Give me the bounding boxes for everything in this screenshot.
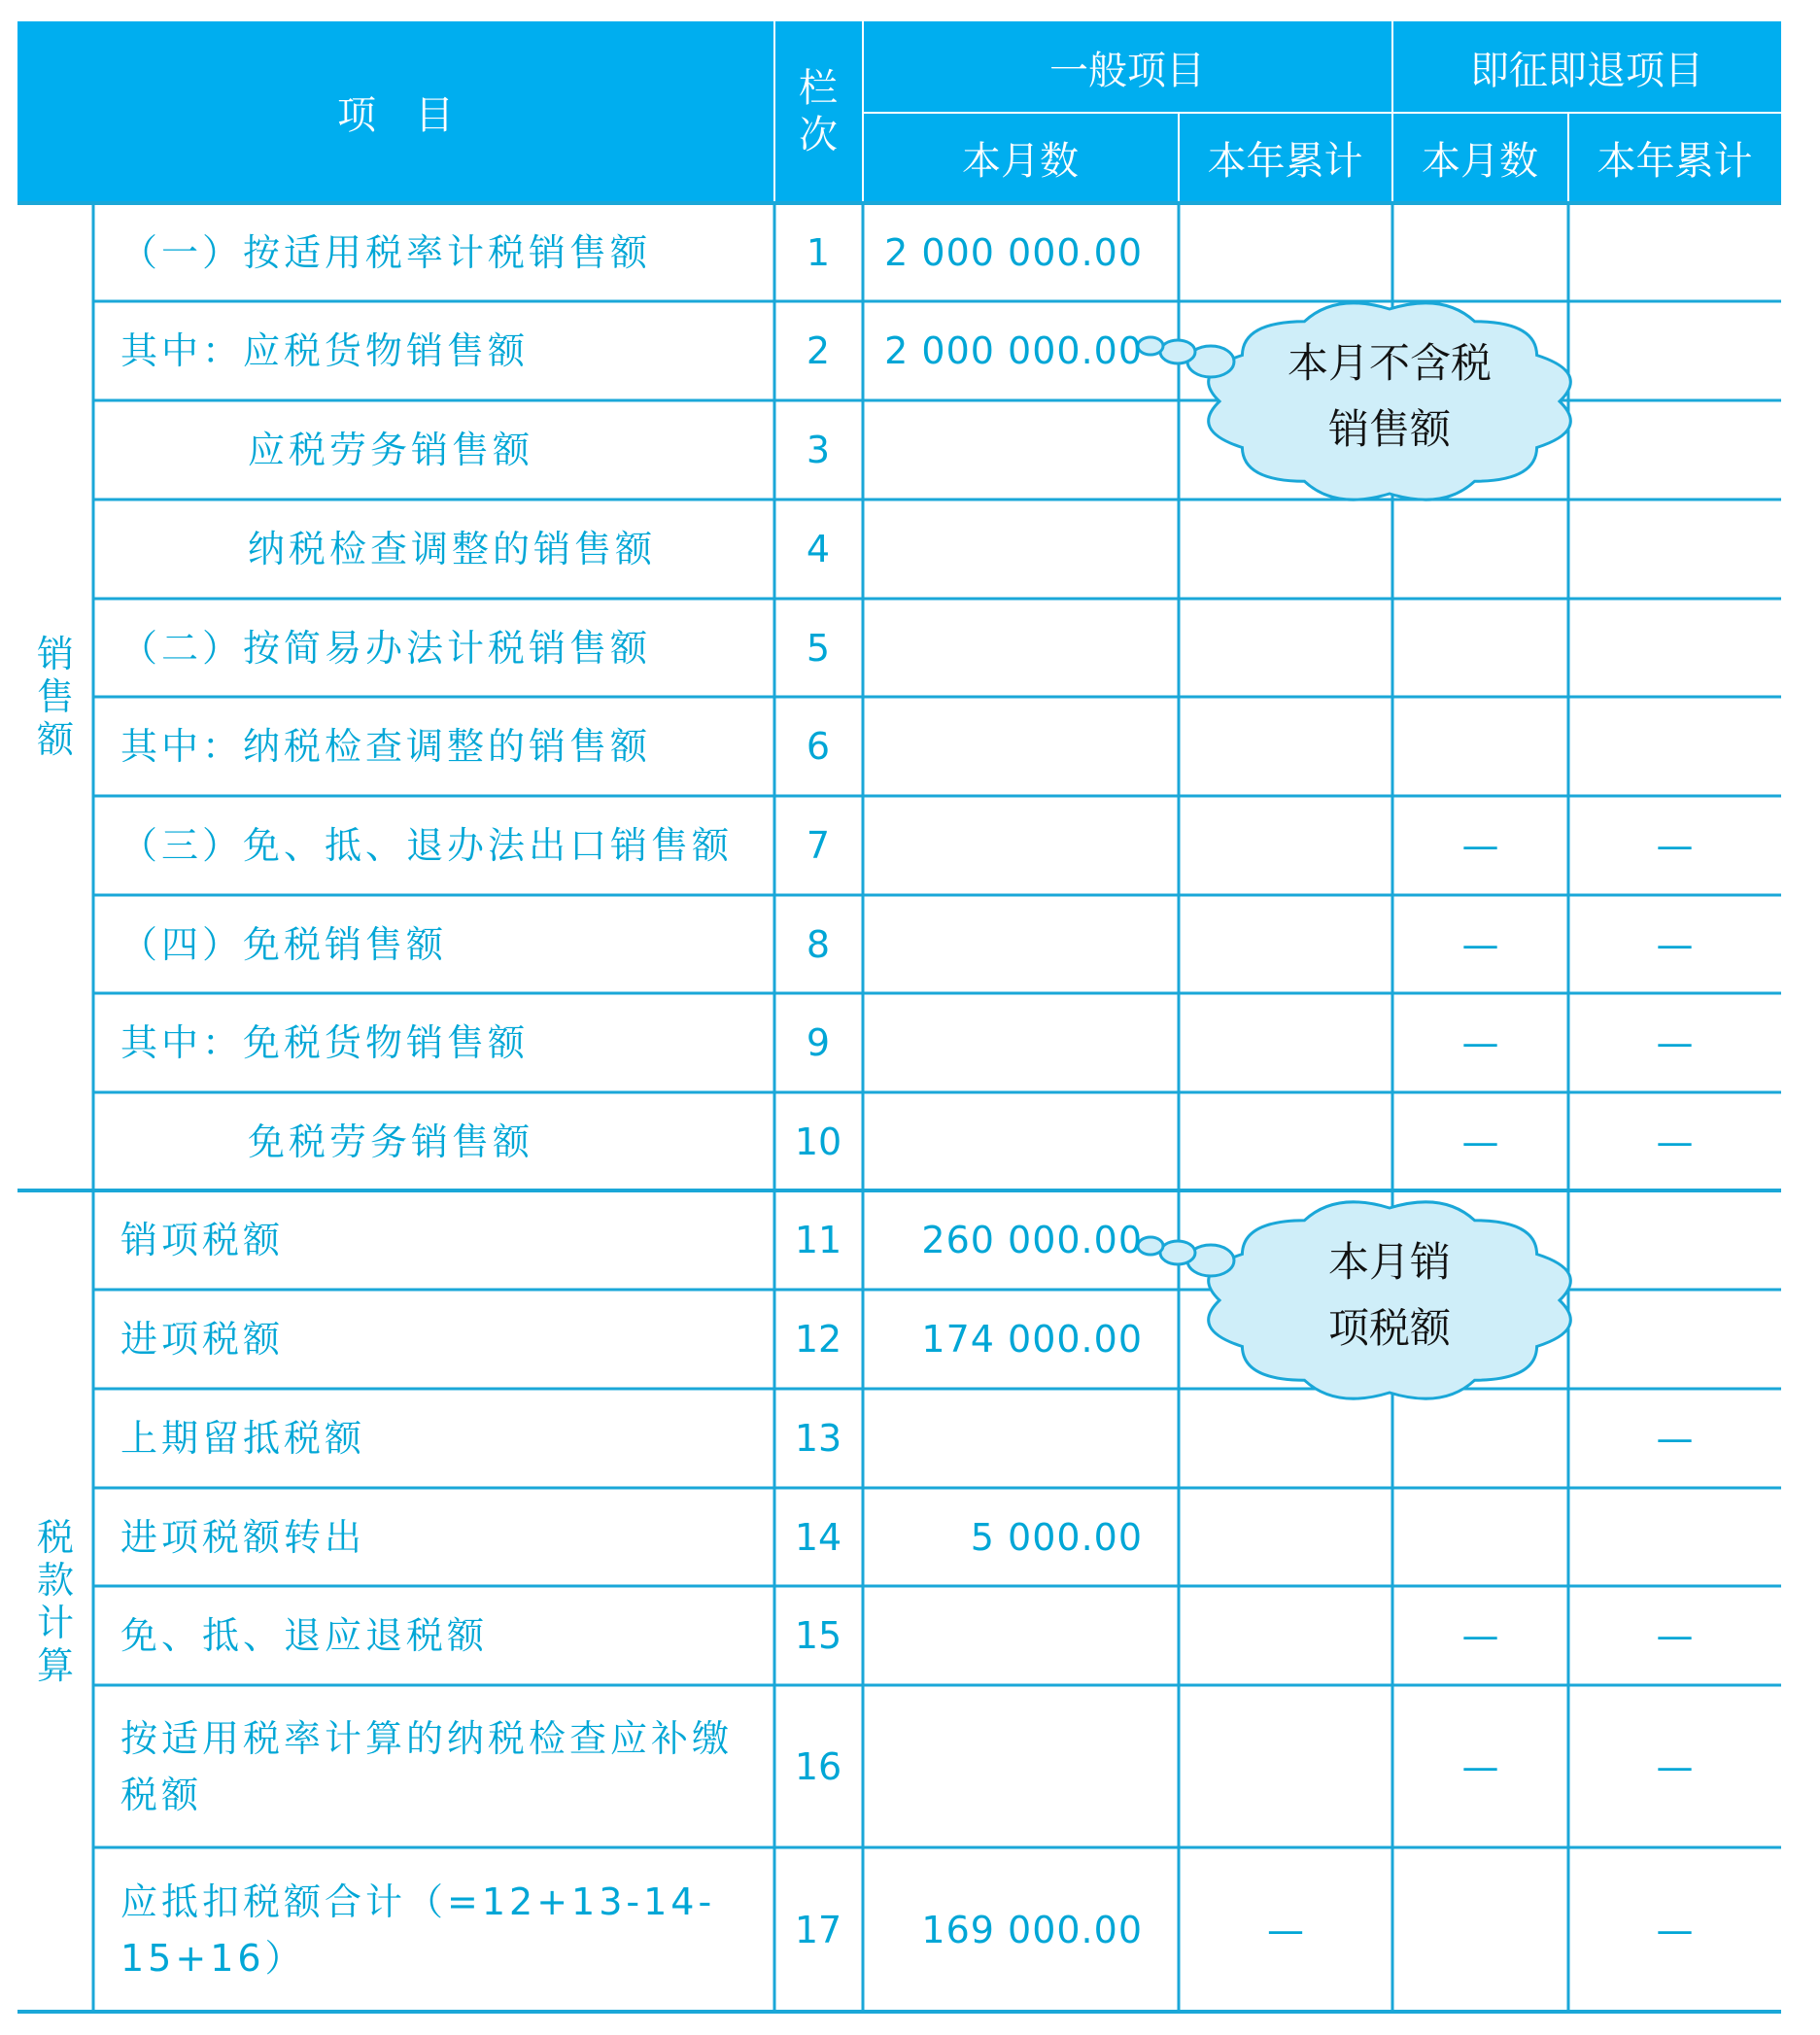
row-number: 10 (794, 1120, 842, 1163)
row-label: 纳税检查调整的销售额 (248, 528, 657, 570)
row-label: 其中：免税货物销售额 (120, 1021, 530, 1064)
general-month-value (863, 500, 1143, 599)
immediate-year-value: — (1656, 922, 1694, 966)
general-year-value (1179, 500, 1392, 599)
row-label: 应税劳务销售额 (248, 429, 534, 471)
immediate-year-value: — (1656, 1614, 1694, 1657)
general-month-value: 174 000.00 (921, 1318, 1143, 1361)
immediate-year-value (1568, 697, 1781, 796)
row-number: 15 (794, 1614, 842, 1657)
row-label: 上期留抵税额 (120, 1417, 366, 1460)
general-month-value: 5 000.00 (970, 1515, 1143, 1559)
immediate-year-value (1568, 301, 1781, 400)
immediate-year-value: — (1656, 1417, 1694, 1460)
callout-text: 本月销 项税额 (1327, 1238, 1451, 1352)
immediate-month-value (1392, 697, 1568, 796)
header-immediate-year: 本年累计 (1597, 139, 1753, 184)
section-label-sales: 销 售 额 (36, 633, 74, 761)
immediate-year-value: — (1656, 1120, 1694, 1163)
row-label: 销项税额 (120, 1219, 285, 1261)
immediate-month-value (1392, 1847, 1568, 2012)
row-number: 5 (806, 626, 831, 670)
general-month-value: 169 000.00 (921, 1908, 1143, 1951)
general-year-value (1179, 697, 1392, 796)
row-number: 4 (806, 528, 831, 570)
general-year-value (1179, 895, 1392, 993)
immediate-year-value: — (1656, 1908, 1694, 1951)
general-month-value (863, 599, 1143, 697)
row-number: 8 (806, 922, 831, 966)
immediate-month-value (1392, 1389, 1568, 1488)
immediate-year-value: — (1656, 824, 1694, 867)
general-year-value (1179, 1586, 1392, 1685)
immediate-month-value: — (1461, 1120, 1499, 1163)
general-year-value (1179, 1389, 1392, 1488)
general-month-value: 2 000 000.00 (884, 230, 1143, 274)
header-immediate: 即征即退项目 (1470, 48, 1703, 93)
general-year-value (1179, 599, 1392, 697)
general-month-value (863, 697, 1143, 796)
immediate-year-value (1568, 1190, 1781, 1290)
row-number: 14 (794, 1515, 842, 1559)
general-year-value (1179, 1685, 1392, 1847)
general-year-value (1179, 1488, 1392, 1586)
immediate-month-value: — (1461, 922, 1499, 966)
immediate-month-value (1392, 500, 1568, 599)
header-line-no: 栏 次 (799, 66, 838, 157)
immediate-month-value: — (1461, 1744, 1499, 1788)
general-month-value (863, 1092, 1143, 1190)
row-label: 应抵扣税额合计（=12+13-14-15+16） (120, 1880, 716, 1980)
row-label: 其中：应税货物销售额 (120, 329, 530, 372)
row-number: 11 (794, 1219, 842, 1261)
general-year-value: — (1267, 1908, 1304, 1951)
header-general-month: 本月数 (962, 139, 1079, 184)
row-label: 进项税额 (120, 1318, 285, 1361)
row-number: 6 (806, 725, 831, 768)
immediate-year-value (1568, 1488, 1781, 1586)
row-number: 12 (794, 1318, 842, 1361)
row-number: 16 (794, 1744, 842, 1788)
general-month-value (863, 895, 1143, 993)
general-year-value (1179, 796, 1392, 895)
row-label: 进项税额转出 (120, 1515, 366, 1559)
row-number: 17 (794, 1908, 842, 1951)
row-number: 9 (806, 1021, 831, 1064)
immediate-month-value (1392, 1488, 1568, 1586)
immediate-year-value (1568, 400, 1781, 500)
general-year-value (1179, 203, 1392, 301)
immediate-year-value: — (1656, 1021, 1694, 1064)
row-number: 1 (806, 230, 831, 274)
general-year-value (1179, 993, 1392, 1092)
immediate-year-value (1568, 203, 1781, 301)
general-month-value (863, 993, 1143, 1092)
general-month-value: 2 000 000.00 (884, 329, 1143, 372)
callout-text: 本月不含税 销售额 (1287, 339, 1492, 453)
general-year-value (1179, 1092, 1392, 1190)
header-general-year: 本年累计 (1207, 139, 1363, 184)
immediate-year-value (1568, 500, 1781, 599)
immediate-month-value: — (1461, 1021, 1499, 1064)
general-month-value (863, 1586, 1143, 1685)
row-number: 3 (806, 429, 831, 471)
row-number: 7 (806, 824, 831, 867)
section-label-tax-calc: 税 款 计 算 (36, 1515, 74, 1687)
header-general: 一般项目 (1049, 48, 1205, 93)
general-month-value (863, 796, 1143, 895)
immediate-month-value (1392, 203, 1568, 301)
row-label: （二）按简易办法计税销售额 (120, 626, 652, 670)
immediate-year-value (1568, 599, 1781, 697)
row-number: 2 (806, 329, 831, 372)
general-month-value: 260 000.00 (921, 1219, 1143, 1261)
row-label: 免税劳务销售额 (248, 1120, 534, 1163)
general-month-value (863, 1389, 1143, 1488)
row-label: 其中：纳税检查调整的销售额 (120, 725, 652, 768)
row-label: （一）按适用税率计税销售额 (120, 230, 652, 274)
immediate-year-value: — (1656, 1744, 1694, 1788)
row-label: 按适用税率计算的纳税检查应补缴税额 (120, 1716, 734, 1816)
row-label: 免、抵、退应退税额 (120, 1614, 489, 1657)
row-label: （四）免税销售额 (120, 922, 448, 966)
immediate-year-value (1568, 1290, 1781, 1389)
header-immediate-month: 本月数 (1422, 139, 1538, 184)
general-month-value (863, 1685, 1143, 1847)
immediate-month-value (1392, 599, 1568, 697)
immediate-month-value: — (1461, 824, 1499, 867)
row-label: （三）免、抵、退办法出口销售额 (120, 824, 734, 867)
general-month-value (863, 400, 1143, 500)
row-number: 13 (794, 1417, 842, 1460)
header-item: 项 目 (337, 92, 454, 138)
immediate-month-value: — (1461, 1614, 1499, 1657)
